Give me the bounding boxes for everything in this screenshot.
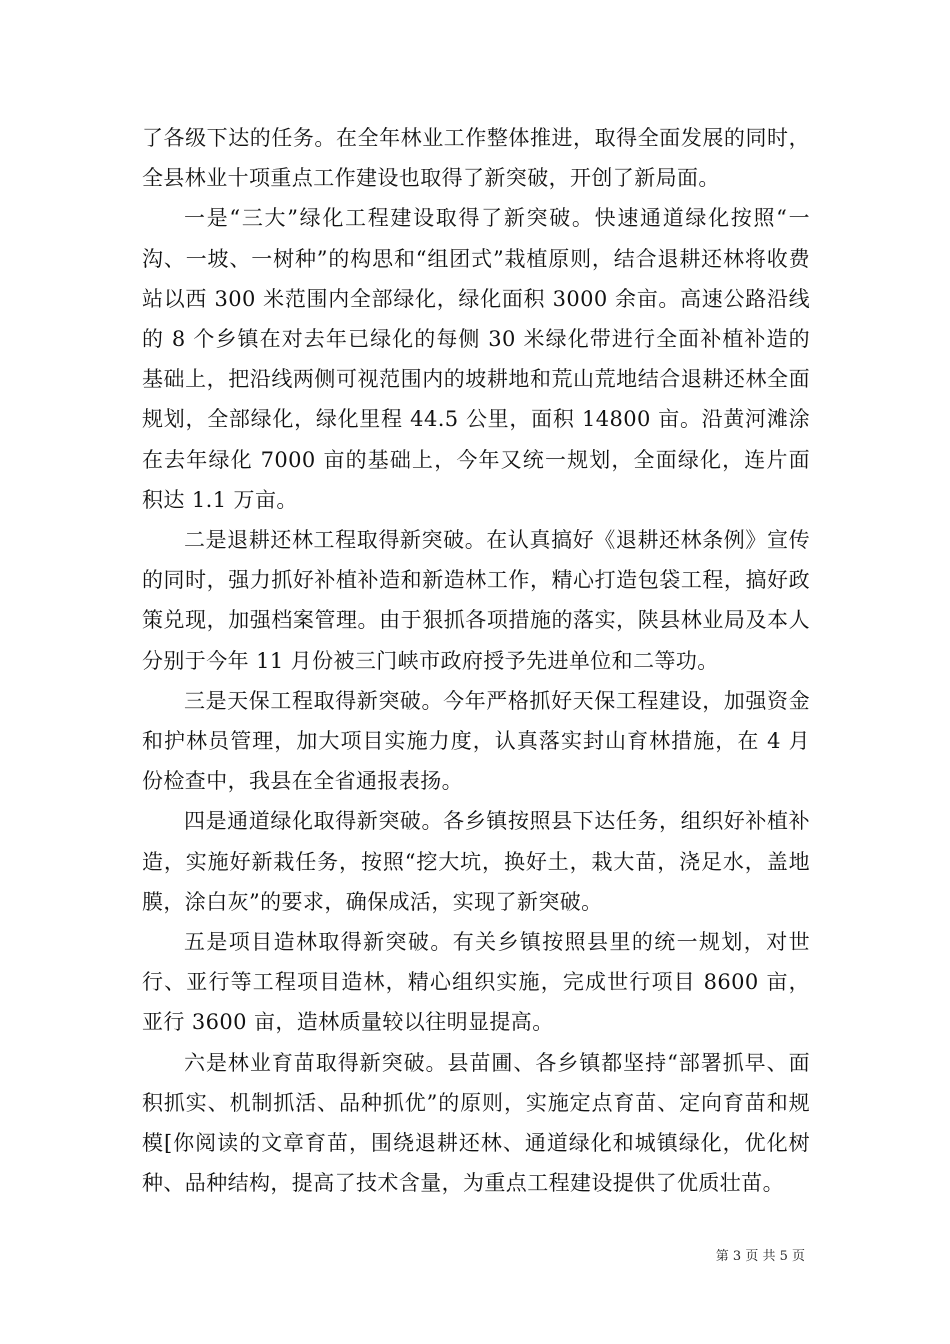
paragraph-continuation: 了各级下达的任务。在全年林业工作整体推进，取得全面发展的同时，全县林业十项重点工作建设也取得了新突破，开创了新局面。 bbox=[142, 126, 810, 191]
paragraph-grain-for-green: 二是退耕还林工程取得新突破。在认真搞好《退耕还林条例》宣传的同时，强力抓好补植补造和新造林工作，精心打造包袋工程，搞好政策兑现，加强档案管理。由于狠抓各项措施的落实，陕县林业局及本人分别于今年 11 月份被三门峡市政府授予先进单位和二等功。 bbox=[142, 528, 810, 673]
page-number-footer: 第 3 页 共 5 页 bbox=[715, 1249, 805, 1264]
paragraph-forest-protection: 三是天保工程取得新突破。今年严格抓好天保工程建设，加强资金和护林员管理，加大项目实施力度，认真落实封山育林措施，在 4 月份检查中，我县在全省通报表扬。 bbox=[142, 688, 810, 794]
paragraph-project-afforestation: 五是项目造林取得新突破。有关乡镇按照县里的统一规划，对世行、亚行等工程项目造林，精心组织实施，完成世行项目 8600 亩，亚行 3600 亩，造林质量较以往明显提高。 bbox=[142, 930, 810, 1035]
paragraph-greening-projects: 一是“三大”绿化工程建设取得了新突破。快速通道绿化按照“一沟、一坡、一树种”的构思和“组团式”栽植原则，结合退耕还林将收费站以西 300 米范围内全部绿化，绿化面积 3000 余亩。高速公路沿线的 8 个乡镇在对去年已绿化的每侧 30 米绿化带进行全面补植补造的基础上，把沿线两侧可视范围内的坡耕地和荒山荒地结合退耕还林全面规划，全部绿化，绿化里程 44.5 公里，面积 14800 亩。沿黄河滩涂在去年绿化 7000 亩的基础上，今年又统一规划，全面绿化，连片面积达 1.1 万亩。 bbox=[142, 206, 810, 512]
document-body bbox=[142, 118, 810, 1203]
paragraph-corridor-greening: 四是通道绿化取得新突破。各乡镇按照县下达任务，组织好补植补造，实施好新栽任务，按照“挖大坑，换好土，栽大苗，浇足水，盖地膜，涂白灰”的要求，确保成活，实现了新突破。 bbox=[142, 809, 810, 914]
paragraph-seedling-nursery: 六是林业育苗取得新突破。县苗圃、各乡镇都坚持“部署抓早、面积抓实、机制抓活、品种抓优”的原则，实施定点育苗、定向育苗和规模[你阅读的文章育苗，围绕退耕还林、通道绿化和城镇绿化，优化树种、品种结构，提高了技术含量，为重点工程建设提供了优质壮苗。 bbox=[142, 1050, 810, 1196]
